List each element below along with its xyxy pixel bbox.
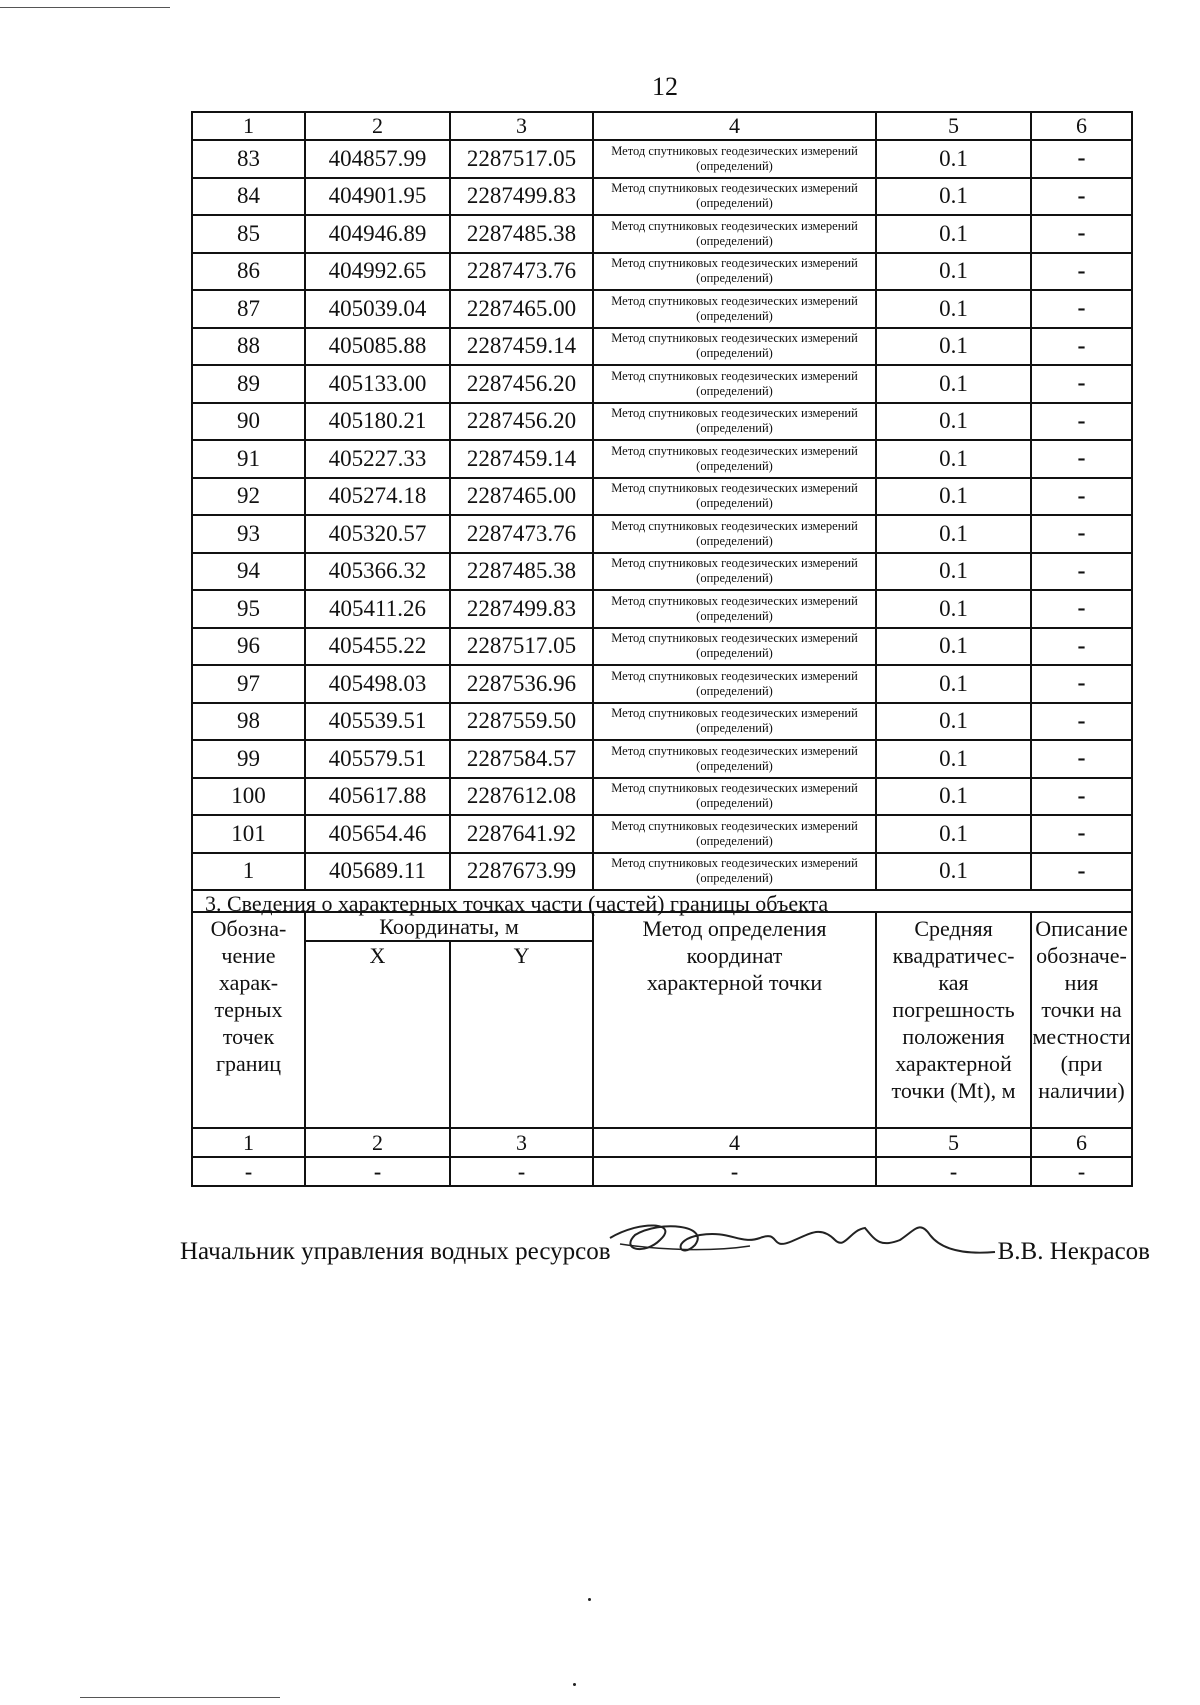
point-number: 99 [192,740,305,778]
method: Метод спутниковых геодезических измерений (определений) [593,778,876,816]
empty-cell: - [192,1157,305,1186]
coordinate-y: 2287459.14 [450,328,593,366]
scan-speck [573,1683,576,1686]
method: Метод спутниковых геодезических измерений (определений) [593,215,876,253]
accuracy: 0.1 [876,778,1031,816]
point-number: 91 [192,440,305,478]
accuracy: 0.1 [876,703,1031,741]
point-number: 95 [192,590,305,628]
header-method [593,912,876,1128]
coordinate-y: 2287485.38 [450,553,593,591]
method: Метод спутниковых геодезических измерений (определений) [593,253,876,291]
description: - [1031,740,1132,778]
table-row [192,703,1132,741]
method: Метод спутниковых геодезических измерений (определений) [593,140,876,178]
coordinate-x: 404946.89 [305,215,450,253]
point-number: 89 [192,365,305,403]
header-description-text: Описание обозначе- ния точки на местности (при наличии) [1032,916,1131,1103]
description: - [1031,628,1132,666]
accuracy: 0.1 [876,853,1031,891]
point-number: 85 [192,215,305,253]
empty-row [192,1157,1132,1186]
point-number: 86 [192,253,305,291]
header-y: Y [450,941,593,1128]
table-row [192,365,1132,403]
coordinate-x: 405133.00 [305,365,450,403]
table-row [192,178,1132,216]
description: - [1031,703,1132,741]
point-number: 92 [192,478,305,516]
table-row [192,665,1132,703]
column-header: 6 [1031,112,1132,140]
section-title: 3. Сведения о характерных точках части (частей) границы объекта [192,890,1132,917]
coordinate-y: 2287584.57 [450,740,593,778]
description: - [1031,478,1132,516]
empty-cell: - [305,1157,450,1186]
coordinate-x: 405617.88 [305,778,450,816]
table-row [192,253,1132,291]
description: - [1031,403,1132,441]
table-row [192,290,1132,328]
table-row [192,590,1132,628]
method: Метод спутниковых геодезических измерений (определений) [593,665,876,703]
coordinate-y: 2287641.92 [450,815,593,853]
coordinate-y: 2287499.83 [450,590,593,628]
method: Метод спутниковых геодезических измерений (определений) [593,178,876,216]
coordinate-y: 2287612.08 [450,778,593,816]
accuracy: 0.1 [876,440,1031,478]
table-row [192,815,1132,853]
table-row [192,440,1132,478]
description: - [1031,215,1132,253]
accuracy: 0.1 [876,178,1031,216]
coordinate-x: 405366.32 [305,553,450,591]
method: Метод спутниковых геодезических измерений (определений) [593,553,876,591]
description: - [1031,328,1132,366]
accuracy: 0.1 [876,290,1031,328]
column-number: 4 [593,1128,876,1157]
method: Метод спутниковых геодезических измерений (определений) [593,628,876,666]
description: - [1031,290,1132,328]
coordinate-x: 405227.33 [305,440,450,478]
table-row [192,140,1132,178]
coordinate-y: 2287473.76 [450,515,593,553]
coordinate-x: 405411.26 [305,590,450,628]
column-header: 1 [192,112,305,140]
accuracy: 0.1 [876,253,1031,291]
description: - [1031,853,1132,891]
accuracy: 0.1 [876,590,1031,628]
coordinate-y: 2287673.99 [450,853,593,891]
coordinate-y: 2287499.83 [450,178,593,216]
description: - [1031,553,1132,591]
coordinate-y: 2287465.00 [450,290,593,328]
accuracy: 0.1 [876,478,1031,516]
column-number: 6 [1031,1128,1132,1157]
point-number: 98 [192,703,305,741]
point-number: 100 [192,778,305,816]
table-row [192,215,1132,253]
accuracy: 0.1 [876,665,1031,703]
header-method-text: Метод определения координат характерной точки [642,916,827,995]
method: Метод спутниковых геодезических измерений (определений) [593,478,876,516]
coordinate-x: 405455.22 [305,628,450,666]
coordinate-y: 2287465.00 [450,478,593,516]
description: - [1031,815,1132,853]
coordinate-y: 2287517.05 [450,628,593,666]
table-row [192,553,1132,591]
scan-artifact-line [80,1697,280,1698]
accuracy: 0.1 [876,215,1031,253]
part-boundary-table [191,911,1133,1187]
coordinate-x: 405039.04 [305,290,450,328]
point-number: 90 [192,403,305,441]
handwritten-signature [600,1200,1000,1280]
page-number: 12 [652,72,678,101]
empty-cell: - [876,1157,1031,1186]
point-number: 101 [192,815,305,853]
coordinate-y: 2287559.50 [450,703,593,741]
scan-speck [588,1598,591,1601]
coordinates-table-body [192,112,1132,917]
accuracy: 0.1 [876,553,1031,591]
column-number: 5 [876,1128,1031,1157]
coordinate-x: 405274.18 [305,478,450,516]
point-number: 1 [192,853,305,891]
method: Метод спутниковых геодезических измерений (определений) [593,290,876,328]
header-x: X [305,941,450,1128]
coordinate-y: 2287459.14 [450,440,593,478]
header-error [876,912,1031,1128]
point-number: 87 [192,290,305,328]
empty-cell: - [1031,1157,1132,1186]
method: Метод спутниковых геодезических измерений (определений) [593,515,876,553]
coordinate-y: 2287456.20 [450,365,593,403]
coordinate-y: 2287473.76 [450,253,593,291]
coordinate-x: 405498.03 [305,665,450,703]
method: Метод спутниковых геодезических измерений (определений) [593,815,876,853]
description: - [1031,140,1132,178]
header-error-text: Средняя квадратичес- кая погрешность положения характерной точки (Mt), м [891,916,1016,1103]
accuracy: 0.1 [876,328,1031,366]
accuracy: 0.1 [876,815,1031,853]
table-row [192,778,1132,816]
method: Метод спутниковых геодезических измерений (определений) [593,328,876,366]
point-number: 96 [192,628,305,666]
coordinate-x: 404901.95 [305,178,450,216]
description: - [1031,253,1132,291]
coordinate-x: 404857.99 [305,140,450,178]
signatory-name: В.В. Некрасов [997,1238,1150,1265]
coordinate-x: 405539.51 [305,703,450,741]
header-designation [192,912,305,1128]
table-row [192,515,1132,553]
signatory-position: Начальник управления водных ресурсов [180,1238,611,1265]
point-number: 83 [192,140,305,178]
coordinate-y: 2287536.96 [450,665,593,703]
accuracy: 0.1 [876,403,1031,441]
header-designation-text: Обозна- чение харак- терных точек границ [210,916,287,1076]
method: Метод спутниковых геодезических измерений (определений) [593,853,876,891]
column-header: 3 [450,112,593,140]
coordinate-y: 2287517.05 [450,140,593,178]
column-header: 2 [305,112,450,140]
method: Метод спутниковых геодезических измерений (определений) [593,590,876,628]
description: - [1031,365,1132,403]
coordinate-x: 405579.51 [305,740,450,778]
accuracy: 0.1 [876,628,1031,666]
method: Метод спутниковых геодезических измерений (определений) [593,703,876,741]
coordinate-x: 405320.57 [305,515,450,553]
description: - [1031,178,1132,216]
method: Метод спутниковых геодезических измерений (определений) [593,365,876,403]
point-number: 97 [192,665,305,703]
point-number: 93 [192,515,305,553]
accuracy: 0.1 [876,515,1031,553]
table-header-row [192,112,1132,140]
column-header: 5 [876,112,1031,140]
coordinate-y: 2287456.20 [450,403,593,441]
description: - [1031,440,1132,478]
column-number: 1 [192,1128,305,1157]
table-row [192,328,1132,366]
coordinate-y: 2287485.38 [450,215,593,253]
point-number: 88 [192,328,305,366]
table-row [192,853,1132,891]
method: Метод спутниковых геодезических измерений (определений) [593,403,876,441]
header-coordinates: Координаты, м [305,912,593,941]
column-number: 3 [450,1128,593,1157]
coordinate-x: 405085.88 [305,328,450,366]
column-header: 4 [593,112,876,140]
empty-cell: - [593,1157,876,1186]
accuracy: 0.1 [876,365,1031,403]
coordinate-x: 404992.65 [305,253,450,291]
header-description [1031,912,1132,1128]
description: - [1031,665,1132,703]
column-number: 2 [305,1128,450,1157]
accuracy: 0.1 [876,740,1031,778]
point-number: 94 [192,553,305,591]
column-numbers-row [192,1128,1132,1157]
coordinate-x: 405180.21 [305,403,450,441]
coordinates-table [191,111,1133,917]
table-row [192,478,1132,516]
accuracy: 0.1 [876,140,1031,178]
table-row [192,628,1132,666]
table-row [192,403,1132,441]
coordinate-x: 405689.11 [305,853,450,891]
table-row [192,740,1132,778]
method: Метод спутниковых геодезических измерений (определений) [593,740,876,778]
empty-cell: - [450,1157,593,1186]
description: - [1031,515,1132,553]
point-number: 84 [192,178,305,216]
description: - [1031,778,1132,816]
method: Метод спутниковых геодезических измерений (определений) [593,440,876,478]
coordinate-x: 405654.46 [305,815,450,853]
description: - [1031,590,1132,628]
scan-artifact-line [0,7,170,8]
